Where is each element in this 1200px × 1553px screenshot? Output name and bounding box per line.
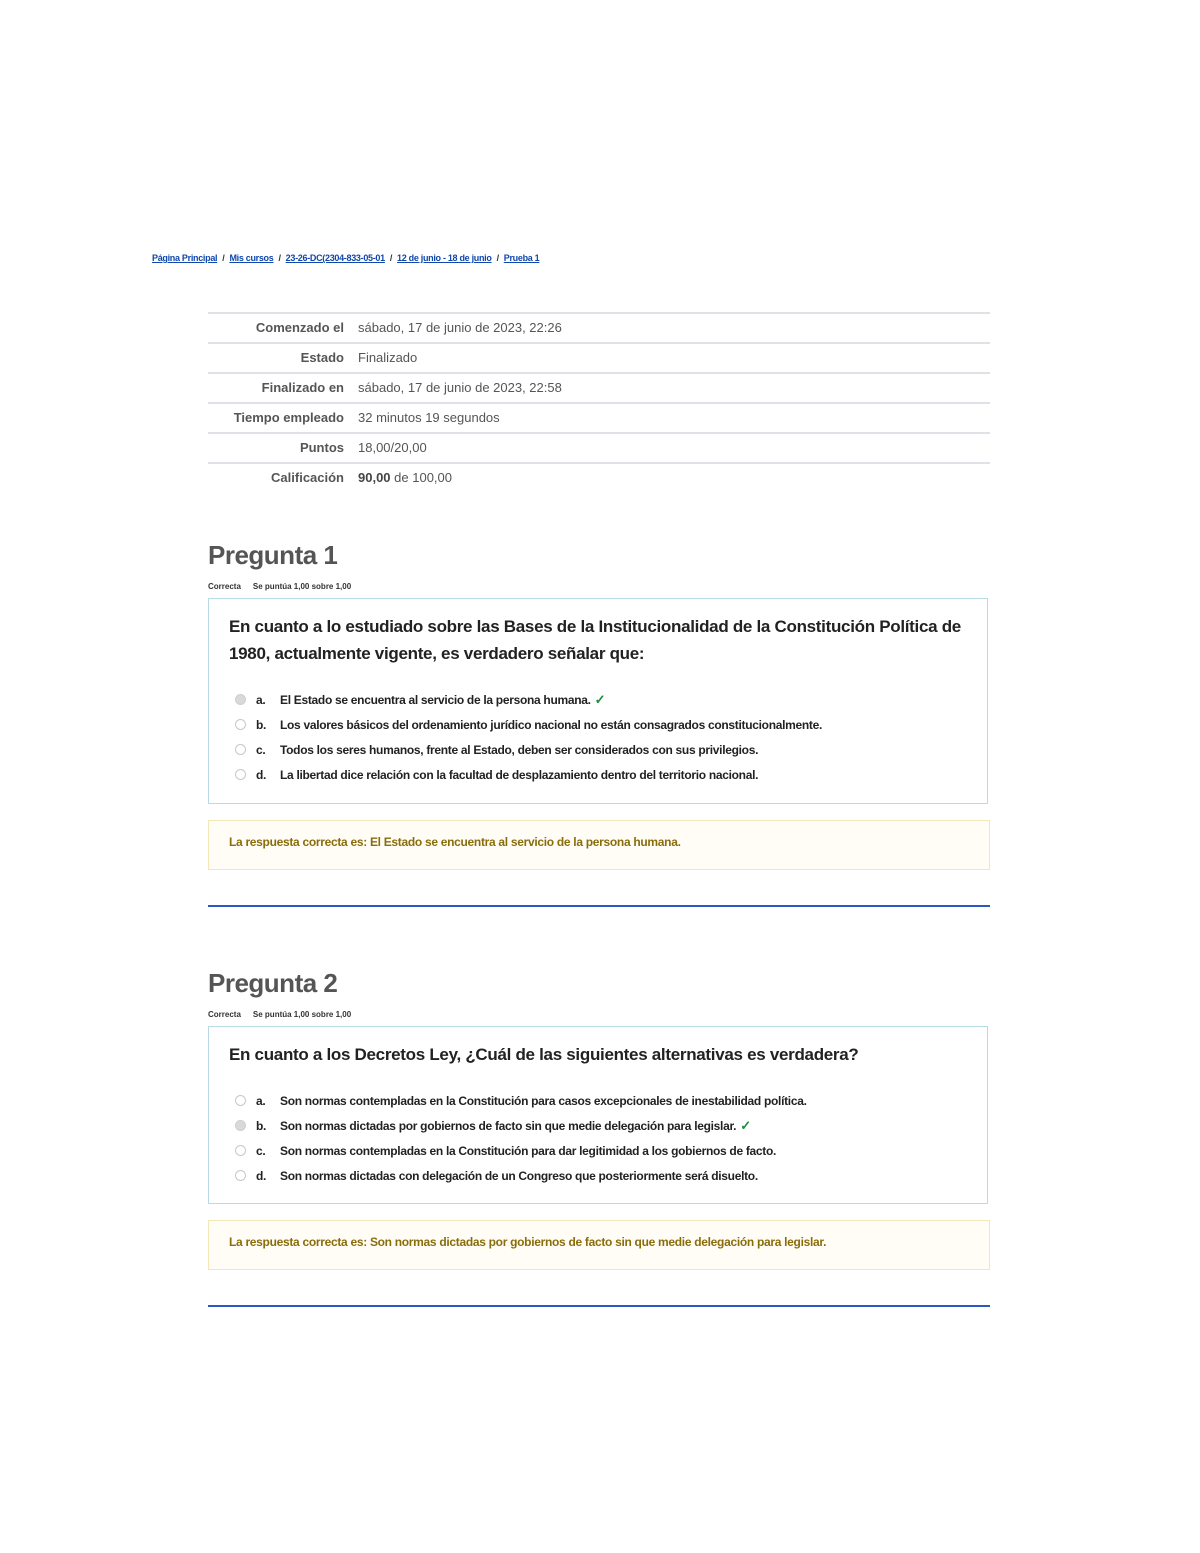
option-letter: c. — [256, 742, 266, 757]
option-letter: b. — [256, 717, 267, 732]
question-2-text: En cuanto a los Decretos Ley, ¿Cuál de las siguientes alternativas es verdadera? — [229, 1045, 859, 1064]
option-text: Son normas dictadas con delegación de un Congreso que posteriormente será disuelto. — [280, 1168, 758, 1183]
summary-label: Finalizado en — [208, 373, 358, 403]
breadcrumb-separator: / — [222, 253, 225, 263]
breadcrumb-quiz-link[interactable]: Prueba 1 — [503, 253, 540, 263]
summary-value: sábado, 17 de junio de 2023, 22:58 — [358, 373, 990, 403]
option-letter: c. — [256, 1143, 266, 1158]
option-text: El Estado se encuentra al servicio de la persona humana. — [280, 692, 591, 707]
question-1-box — [208, 598, 988, 804]
summary-label: Tiempo empleado — [208, 403, 358, 433]
breadcrumb-week-link[interactable]: 12 de junio - 18 de junio — [397, 253, 492, 263]
answer-option-b[interactable] — [235, 712, 987, 737]
summary-row-grade — [208, 463, 990, 492]
breadcrumb-my-courses-link[interactable]: Mis cursos — [229, 253, 274, 263]
option-text: Los valores básicos del ordenamiento jurídico nacional no están consagrados constitucionalmente. — [280, 717, 823, 732]
breadcrumb-separator: / — [389, 253, 393, 263]
answer-option-a[interactable] — [235, 1088, 987, 1113]
radio-button[interactable] — [235, 1120, 246, 1131]
question-1-answers — [235, 687, 987, 787]
question-status: Correcta — [208, 1010, 241, 1019]
question-1-meta — [208, 582, 351, 591]
radio-button[interactable] — [235, 1170, 246, 1181]
summary-row-marks — [208, 433, 990, 463]
option-letter: d. — [256, 1168, 267, 1183]
question-2-box — [208, 1026, 988, 1204]
question-1-title: Pregunta 1 — [208, 540, 338, 570]
radio-button[interactable] — [235, 769, 246, 780]
breadcrumb-home-link[interactable]: Página Principal — [152, 253, 218, 263]
answer-option-d[interactable] — [235, 762, 987, 787]
correct-check-icon: ✓ — [740, 1117, 751, 1133]
answer-option-c[interactable] — [235, 1138, 987, 1163]
summary-row-finished — [208, 373, 990, 403]
summary-label: Comenzado el — [208, 313, 358, 343]
radio-button[interactable] — [235, 719, 246, 730]
grade-max: de 100,00 — [390, 470, 452, 485]
summary-value — [358, 463, 990, 492]
summary-row-started — [208, 313, 990, 343]
question-2-feedback: La respuesta correcta es: Son normas dictadas por gobiernos de facto sin que medie delegación para legislar. — [208, 1220, 990, 1270]
answer-option-b[interactable] — [235, 1113, 987, 1138]
option-text: Son normas dictadas por gobiernos de facto sin que medie delegación para legislar. — [280, 1118, 737, 1133]
correct-check-icon: ✓ — [594, 691, 606, 707]
breadcrumb-separator: / — [496, 253, 499, 263]
radio-button[interactable] — [235, 1145, 246, 1156]
question-1-feedback: La respuesta correcta es: El Estado se encuentra al servicio de la persona humana. — [208, 820, 990, 870]
breadcrumb — [152, 253, 539, 263]
breadcrumb-separator: / — [278, 253, 281, 263]
question-divider — [208, 1305, 990, 1307]
question-status: Correcta — [208, 582, 241, 591]
radio-button[interactable] — [235, 694, 246, 705]
grade-value: 90,00 — [358, 470, 391, 485]
radio-button[interactable] — [235, 744, 246, 755]
answer-option-c[interactable] — [235, 737, 987, 762]
option-letter: a. — [256, 1093, 266, 1108]
question-divider — [208, 905, 990, 907]
answer-option-d[interactable] — [235, 1163, 987, 1188]
question-2-title: Pregunta 2 — [208, 968, 338, 998]
summary-label: Calificación — [208, 463, 358, 492]
attempt-summary-table — [208, 312, 990, 492]
summary-label: Puntos — [208, 433, 358, 463]
summary-value: 32 minutos 19 segundos — [358, 403, 990, 433]
option-text: Son normas contempladas en la Constitución para casos excepcionales de inestabilidad política. — [280, 1093, 807, 1108]
answer-option-a[interactable] — [235, 687, 987, 712]
question-1-text: En cuanto a lo estudiado sobre las Bases de la Institucionalidad de la Constitución Política de 1980, actualmente vigente, es verdadero señalar que: — [229, 617, 961, 663]
option-letter: a. — [256, 692, 266, 707]
option-text: Todos los seres humanos, frente al Estado, deben ser considerados con sus privilegios. — [280, 742, 759, 757]
question-2-meta — [208, 1010, 351, 1019]
question-2-answers — [235, 1088, 987, 1188]
summary-row-state — [208, 343, 990, 373]
breadcrumb-course-link[interactable]: 23-26-DC(2304-833-05-01 — [285, 253, 385, 263]
question-score: Se puntúa 1,00 sobre 1,00 — [252, 582, 352, 591]
option-letter: d. — [256, 767, 267, 782]
option-text: Son normas contempladas en la Constitución para dar legitimidad a los gobiernos de facto. — [280, 1143, 777, 1158]
summary-value: Finalizado — [358, 343, 990, 373]
summary-label: Estado — [208, 343, 358, 373]
summary-value: 18,00/20,00 — [358, 433, 990, 463]
option-letter: b. — [256, 1118, 267, 1133]
summary-value: sábado, 17 de junio de 2023, 22:26 — [358, 313, 990, 343]
question-score: Se puntúa 1,00 sobre 1,00 — [252, 1010, 352, 1019]
summary-row-time-taken — [208, 403, 990, 433]
option-text: La libertad dice relación con la facultad de desplazamiento dentro del territorio nacional. — [280, 767, 759, 782]
radio-button[interactable] — [235, 1095, 246, 1106]
